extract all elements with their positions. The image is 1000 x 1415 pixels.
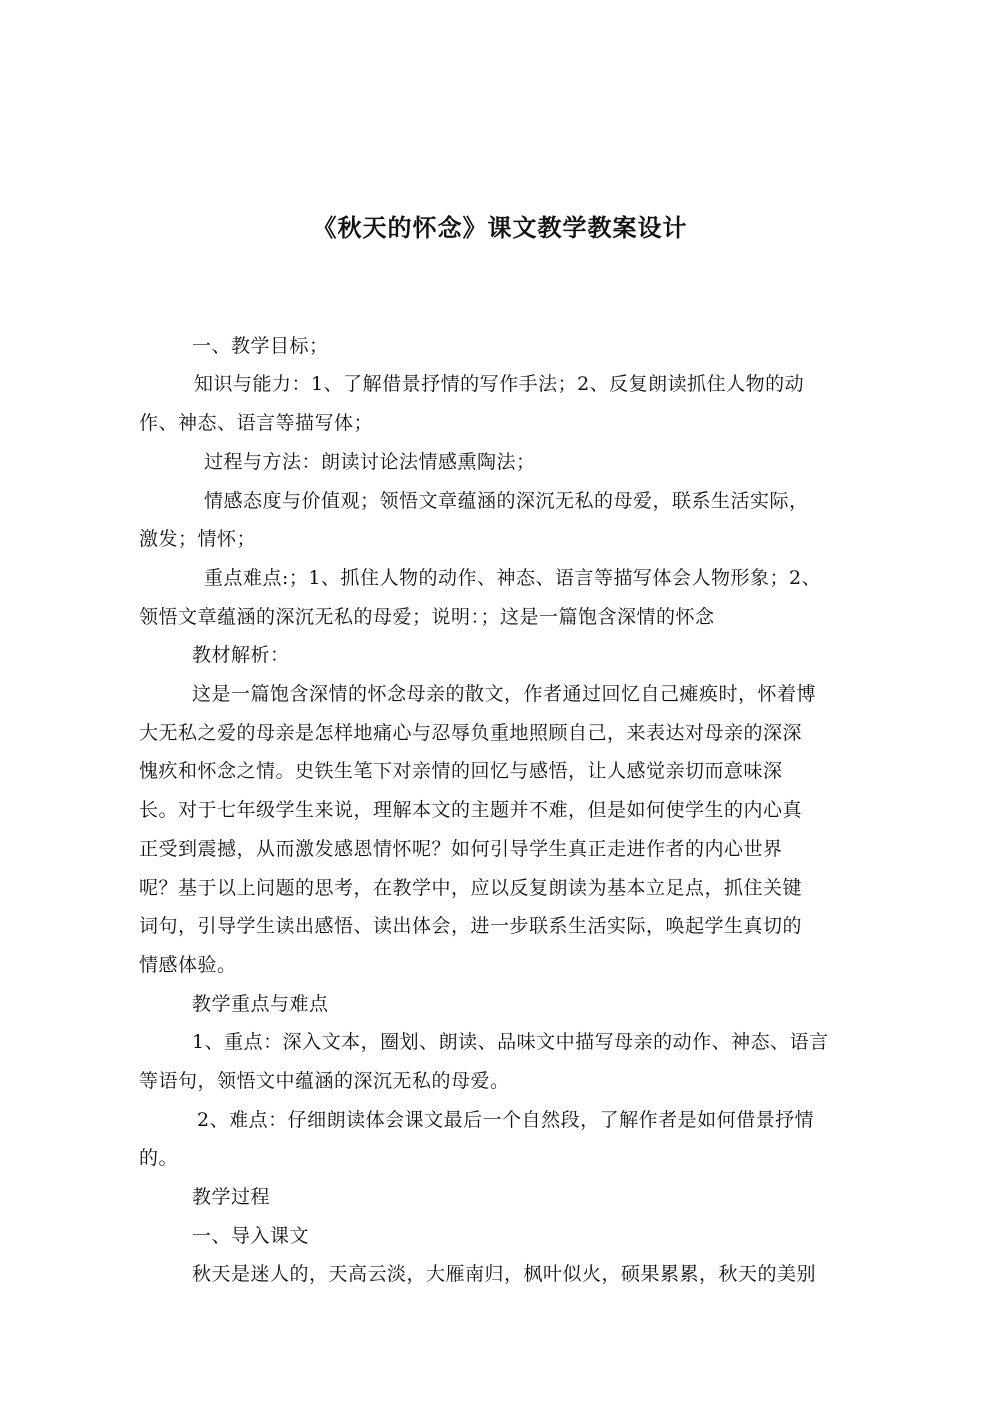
text-line: 教材解析： bbox=[192, 644, 290, 666]
document-title: 《秋天的怀念》课文教学教案设计 bbox=[312, 214, 688, 242]
text-line: 激发；情怀； bbox=[139, 528, 257, 550]
text-line: 情感态度与价值观；领悟文章蕴涵的深沉无私的母爱，联系生活实际， bbox=[204, 490, 809, 512]
text-line: 大无私之爱的母亲是怎样地痛心与忍辱负重地照顾自己，来表达对母亲的深深 bbox=[139, 722, 803, 744]
text-line: 领悟文章蕴涵的深沉无私的母爱；说明：；这是一篇饱含深情的怀念 bbox=[139, 606, 715, 628]
text-line: 词句，引导学生读出感悟、读出体会，进一步联系生活实际，唤起学生真切的 bbox=[139, 915, 803, 937]
text-line: 重点难点:；1、抓住人物的动作、神态、语言等描写体会人物形象；2、 bbox=[204, 567, 822, 589]
text-line: 秋天是迷人的，天高云淡，大雁南归，枫叶似火，硕果累累，秋天的美别 bbox=[192, 1263, 817, 1285]
text-line: 正受到震撼，从而激发感恩情怀呢？如何引导学生真正走进作者的内心世界 bbox=[139, 838, 783, 860]
text-line: 一、导入课文 bbox=[192, 1225, 310, 1247]
text-line: 教学过程 bbox=[192, 1186, 271, 1208]
text-line: 知识与能力：1、了解借景抒情的写作手法；2、反复朗读抓住人物的动 bbox=[194, 373, 805, 395]
text-line: 教学重点与难点 bbox=[192, 993, 329, 1015]
text-line: 的。 bbox=[139, 1147, 179, 1169]
text-line: 作、神态、语言等描写体； bbox=[139, 412, 374, 434]
text-line: 1、重点：深入文本，圈划、朗读、品味文中描写母亲的动作、神态、语言 bbox=[192, 1031, 829, 1053]
text-line: 等语句，领悟文中蕴涵的深沉无私的母爱。 bbox=[139, 1070, 510, 1092]
text-line: 2、难点：仔细朗读体会课文最后一个自然段，了解作者是如何借景抒情 bbox=[197, 1109, 815, 1131]
text-line: 这是一篇饱含深情的怀念母亲的散文，作者通过回忆自己瘫痪时，怀着博 bbox=[192, 683, 817, 705]
text-line: 情感体验。 bbox=[139, 954, 237, 976]
text-line: 过程与方法：朗读讨论法情感熏陶法； bbox=[204, 451, 536, 473]
text-line: 长。对于七年级学生来说，理解本文的主题并不难，但是如何使学生的内心真 bbox=[139, 799, 803, 821]
text-line: 呢？基于以上问题的思考，在教学中，应以反复朗读为基本立足点，抓住关键 bbox=[139, 877, 803, 899]
text-line: 一、教学目标； bbox=[192, 335, 329, 357]
text-line: 愧疚和怀念之情。史铁生笔下对亲情的回忆与感悟，让人感觉亲切而意味深 bbox=[139, 760, 783, 782]
